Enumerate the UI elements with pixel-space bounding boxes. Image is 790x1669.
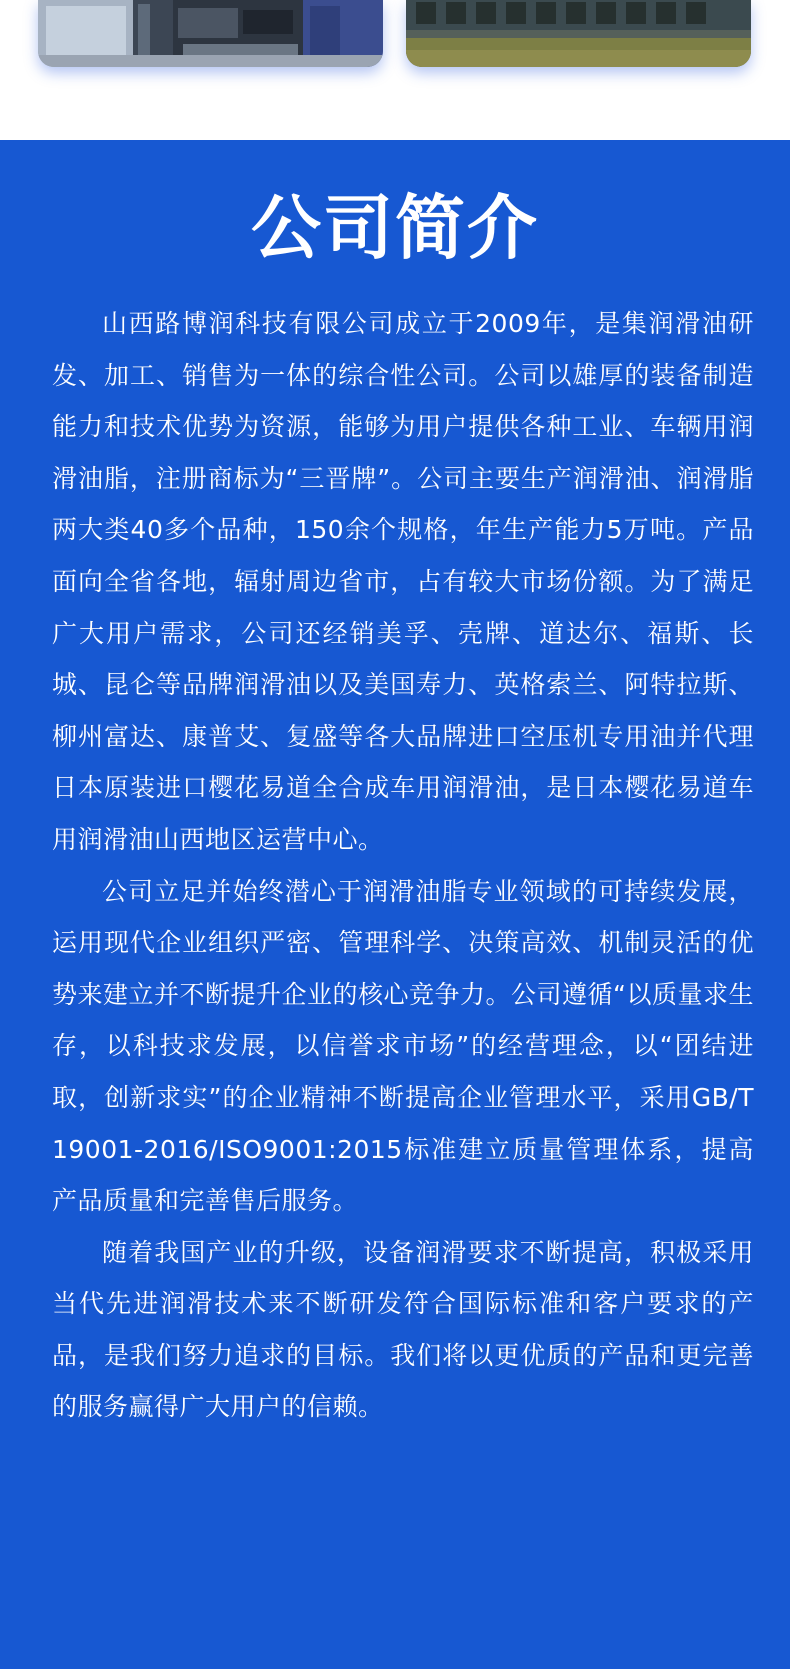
section-title: 公司简介 — [251, 187, 539, 269]
intro-paragraph-3: 随着我国产业的升级，设备润滑要求不断提高，积极采用当代先进润滑技术来不断研发符合国际标准和客户要求的产品，是我们努力追求的目标。我们将以更优质的产品和更完善的服务赢得广大用户的信赖。 — [52, 1237, 754, 1422]
facility-photo — [406, 0, 751, 67]
intro-paragraph-2: 公司立足并始终潜心于润滑油脂专业领域的可持续发展，运用现代企业组织严密、管理科学、决策高效、机制灵活的优势来建立并不断提升企业的核心竞争力。公司遵循“以质量求生存，以科技求发展，以信誉求市场”的经营理念，以“团结进取，创新求实”的企业精神不断提高企业管理水平，采用GB/T19001-2016/ISO9001:2015标准建立质量管理体系，提高产品质量和完善售后服务。 — [52, 876, 754, 1216]
intro-body — [52, 298, 754, 1433]
intro-paragraph-1: 山西路博润科技有限公司成立于2009年，是集润滑油研发、加工、销售为一体的综合性公司。公司以雄厚的装备制造能力和技术优势为资源，能够为用户提供各种工业、车辆用润滑油脂，注册商标为“三晋牌”。公司主要生产润滑油、润滑脂两大类40多个品种，150余个规格，年生产能力5万吨。产品面向全省各地，辐射周边省市，占有较大市场份额。为了满足广大用户需求，公司还经销美孚、壳牌、道达尔、福斯、长城、昆仑等品牌润滑油以及美国寿力、英格索兰、阿特拉斯、柳州富达、康普艾、复盛等各大品牌进口空压机专用油并代理日本原装进口樱花易道全合成车用润滑油，是日本樱花易道车用润滑油山西地区运营中心。 — [52, 309, 754, 854]
laboratory-photo — [38, 0, 383, 67]
photo-strip — [0, 0, 790, 140]
